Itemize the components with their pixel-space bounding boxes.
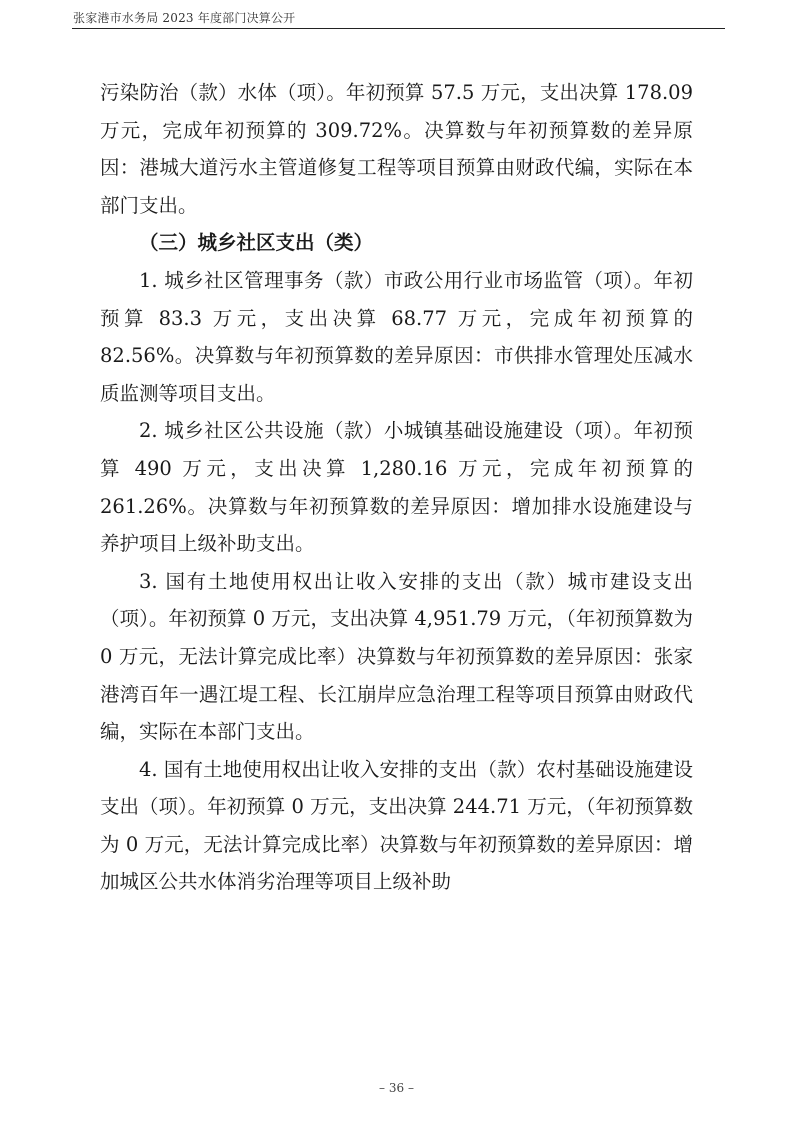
header-divider (72, 28, 725, 29)
section-heading: （三）城乡社区支出（类） (139, 231, 374, 255)
document-body (100, 74, 693, 901)
page-number: – 36 – (379, 1081, 414, 1095)
paragraph-continued: 污染防治（款）水体（项）。年初预算 57.5 万元，支出决算 178.09 万元，完成年初预算的 309.72%。决算数与年初预算数的差异原因：港城大道污水主管道修复工程等项目预算由财政代编，实际在本部门支出。 (100, 81, 693, 217)
paragraph-item-2: 2. 城乡社区公共设施（款）小城镇基础设施建设（项）。年初预算 490 万元，支出决算 1,280.16 万元，完成年初预算的 261.26%。决算数与年初预算数的差异原因：增加排水设施建设与养护项目上级补助支出。 (100, 419, 693, 556)
page-header-title: 张家港市水务局 2023 年度部门决算公开 (73, 11, 296, 25)
paragraph-item-4: 4. 国有土地使用权出让收入安排的支出（款）农村基础设施建设支出（项）。年初预算 0 万元，支出决算 244.71 万元，（年初预算数为 0 万元，无法计算完成比率）决算数与年初预算数的差异原因：增加城区公共水体消劣治理等项目上级补助 (100, 757, 693, 894)
paragraph-item-1: 1. 城乡社区管理事务（款）市政公用行业市场监管（项）。年初预算 83.3 万元，支出决算 68.77 万元，完成年初预算的 82.56%。决算数与年初预算数的差异原因：市供排水管理处压减水质监测等项目支出。 (100, 268, 693, 405)
paragraph-item-3: 3. 国有土地使用权出让收入安排的支出（款）城市建设支出（项）。年初预算 0 万元，支出决算 4,951.79 万元，（年初预算数为 0 万元，无法计算完成比率）决算数与年初预算数的差异原因：张家港湾百年一遇江堤工程、长江崩岸应急治理工程等项目预算由财政代编，实际在本部门支出。 (100, 569, 693, 744)
